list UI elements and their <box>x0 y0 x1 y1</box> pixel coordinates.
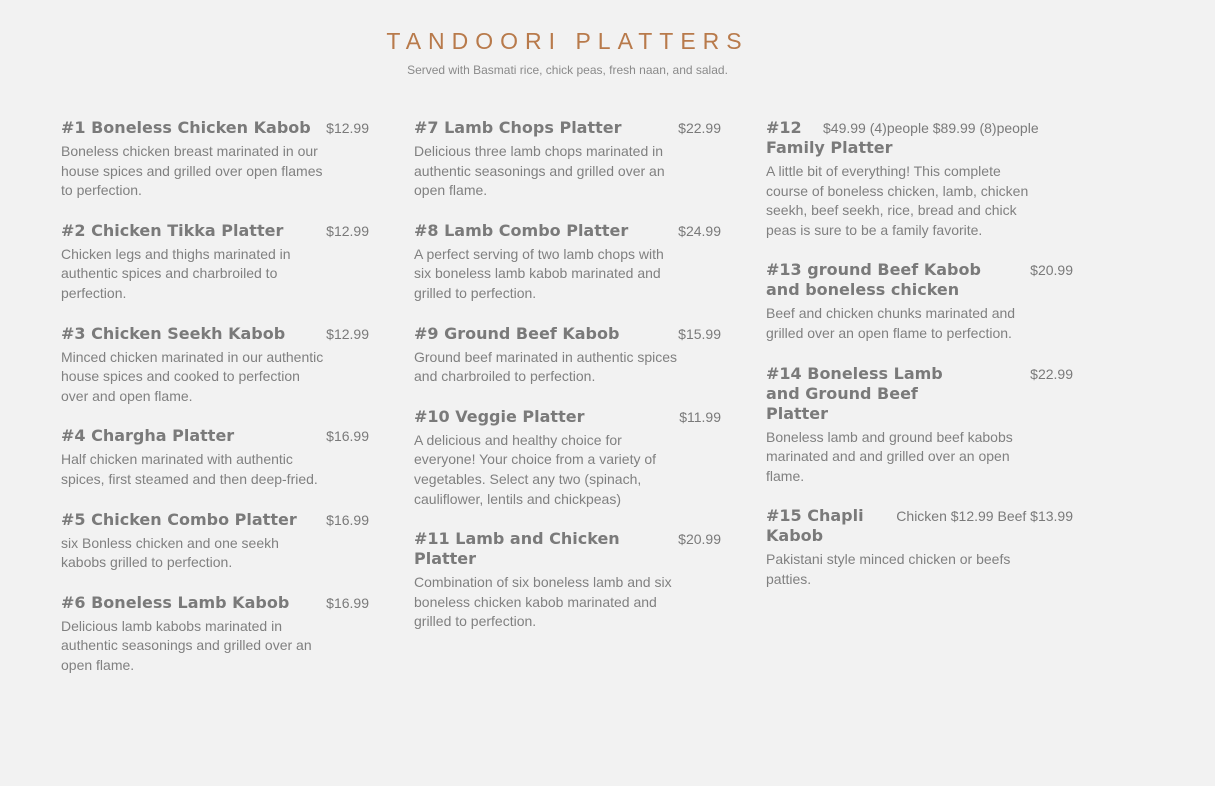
item-description: Chicken legs and thighs marinated in authentic spices and charbroiled to perfection. <box>61 245 291 301</box>
item-name: #5 Chicken Combo Platter <box>61 509 297 529</box>
menu-item <box>61 426 369 489</box>
menu-header <box>0 28 1135 77</box>
menu-item <box>766 364 1073 487</box>
menu-item <box>414 407 721 509</box>
item-description: Combination of six boneless lamb and six boneless chicken kabob marinated and grilled to perfection. <box>414 574 672 630</box>
section-subtitle: Served with Basmati rice, chick peas, fresh naan, and salad. <box>407 63 728 77</box>
menu-item <box>414 529 721 632</box>
menu-item <box>766 118 1073 240</box>
menu-item <box>61 118 369 201</box>
item-description: Boneless lamb and ground beef kabobs marinated and and grilled over an open flame. <box>766 428 1013 484</box>
item-description: Minced chicken marinated in our authentic house spices and cooked to perfection over and open flame. <box>61 348 324 404</box>
item-description: A delicious and healthy choice for everyone! Your choice from a variety of vegetables. Select any two (spinach, cauliflower, lentils and chickpeas) <box>414 431 657 507</box>
item-name: #7 Lamb Chops Platter <box>414 118 622 137</box>
menu-column-2 <box>414 118 721 652</box>
item-price: $12.99 <box>326 325 369 342</box>
item-price: $16.99 <box>326 428 369 445</box>
item-name: Family Platter <box>766 138 893 157</box>
item-price: $15.99 <box>678 325 721 342</box>
item-description: Boneless chicken breast marinated in our house spices and grilled over open flames to perfection. <box>61 143 323 199</box>
menu-item <box>61 221 369 304</box>
item-name: #9 Ground Beef Kabob <box>414 323 620 343</box>
item-name: #14 Boneless Lamb and Ground Beef Platter <box>766 363 943 423</box>
item-name: #3 Chicken Seekh Kabob <box>61 323 286 343</box>
item-name: #8 Lamb Combo Platter <box>414 220 629 240</box>
item-name: #15 Chapli Kabob <box>766 506 864 546</box>
item-price: $12.99 <box>326 222 369 239</box>
menu-item <box>414 118 721 201</box>
item-description: A perfect serving of two lamb chops with six boneless lamb kabob marinated and grilled to perfection. <box>414 245 664 301</box>
item-price: $11.99 <box>679 408 721 425</box>
item-price: $49.99 (4)people $89.99 (8)people <box>823 120 1039 136</box>
item-price: $16.99 <box>326 511 369 528</box>
item-description: Pakistani style minced chicken or beefs patties. <box>766 551 1011 587</box>
item-description: six Bonless chicken and one seekh kabobs grilled to perfection. <box>61 534 279 571</box>
menu-item <box>766 506 1073 589</box>
item-price: $22.99 <box>1030 365 1073 382</box>
section-title: TANDOORI PLATTERS <box>386 28 749 54</box>
item-price: $24.99 <box>678 222 721 239</box>
family-platter-header <box>766 118 1073 138</box>
item-name: #2 Chicken Tikka Platter <box>61 220 284 240</box>
menu-item <box>61 593 369 676</box>
item-name: #4 Chargha Platter <box>61 426 235 446</box>
menu-item <box>61 324 369 407</box>
menu-column-3 <box>766 118 1073 610</box>
item-description: Delicious three lamb chops marinated in authentic seasonings and grilled over an open flame. <box>414 143 665 199</box>
item-price: $20.99 <box>678 531 721 548</box>
item-description: Ground beef marinated in authentic spices and charbroiled to perfection. <box>414 348 678 385</box>
item-description: Beef and chicken chunks marinated and grilled over an open flame to perfection. <box>766 305 1016 341</box>
menu-item <box>414 324 721 387</box>
item-name: #1 Boneless Chicken Kabob <box>61 118 311 137</box>
item-description: A little bit of everything! This complete course of boneless chicken, lamb, chicken seekh, beef seekh, rice, bread and chick peas is sure to be a family favorite. <box>766 163 1029 238</box>
menu-item <box>766 260 1073 343</box>
item-name: #11 Lamb and Chicken Platter <box>414 529 620 569</box>
item-price: Chicken $12.99 Beef $13.99 <box>896 508 1073 525</box>
item-description: Half chicken marinated with authentic spices, first steamed and then deep-fried. <box>61 451 318 487</box>
item-name: #10 Veggie Platter <box>414 406 585 426</box>
menu-item <box>414 221 721 304</box>
menu-item <box>61 510 369 573</box>
item-name: #6 Boneless Lamb Kabob <box>61 592 290 612</box>
item-name: #13 ground Beef Kabob and boneless chicken <box>766 260 981 300</box>
menu-column-1 <box>61 118 369 696</box>
item-description: Delicious lamb kabobs marinated in authentic seasonings and grilled over an open flame. <box>61 617 312 673</box>
item-price: $22.99 <box>678 120 721 136</box>
item-price: $12.99 <box>326 120 369 136</box>
chapli-header <box>766 506 1073 546</box>
item-number: #12 <box>766 118 802 137</box>
item-price: $16.99 <box>326 594 369 611</box>
item-price: $20.99 <box>1030 262 1073 279</box>
